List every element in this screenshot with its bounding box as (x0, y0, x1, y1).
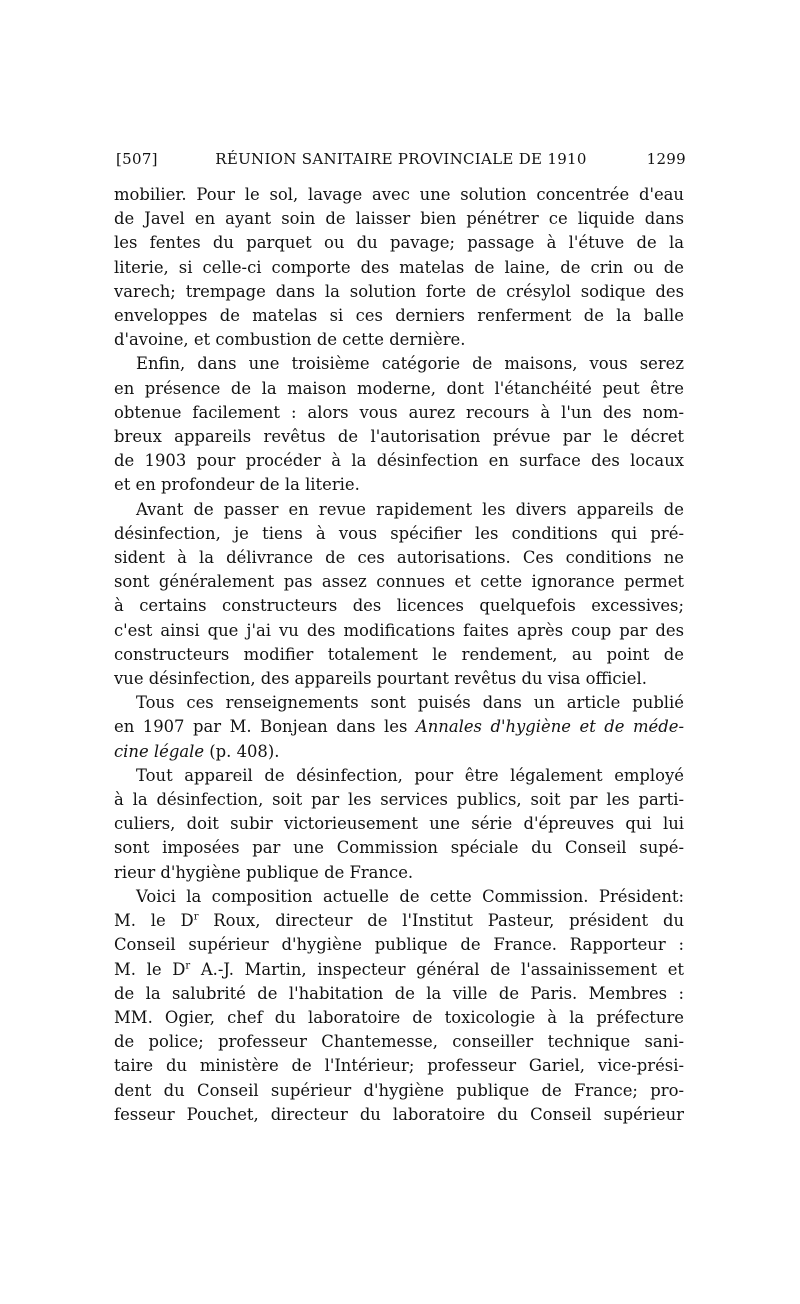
running-title: RÉUNION SANITAIRE PROVINCIALE DE 1910 (215, 150, 587, 168)
text-line: breux appareils revêtus de l'autorisation prévue par le décret (114, 427, 684, 447)
text-line: MM. Ogier, chef du laboratoire de toxicologie à la préfecture (114, 1007, 684, 1027)
text-line: culiers, doit subir victorieusement une série d'épreuves qui lui (114, 814, 684, 834)
text-line (114, 740, 684, 764)
journal-title-cont: cine légale (114, 741, 205, 761)
text-line: de Javel en ayant soin de laisser bien pénétrer ce liquide dans (114, 209, 684, 229)
text-line: rieur d'hygiène publique de France. (114, 862, 414, 882)
text-line: en présence de la maison moderne, dont l'étanchéité peut être (114, 378, 684, 398)
paragraph-6 (114, 885, 684, 1127)
text-line: de la salubrité de l'habitation de la ville de Paris. Membres : (114, 983, 684, 1003)
text-line: mobilier. Pour le sol, lavage avec une solution concentrée d'eau (114, 185, 684, 204)
journal-title: Annales d'hygiène et de méde- (415, 717, 684, 737)
text-line: à certains constructeurs des licences quelquefois excessives; (114, 596, 684, 616)
text-line: literie, si celle-ci comporte des matelas de laine, de crin ou de (114, 257, 684, 277)
text-line: enveloppes de matelas si ces derniers renferment de la balle (114, 306, 684, 326)
text-line: désinfection, je tiens à vous spécifier les conditions qui pré- (114, 523, 684, 543)
text-run: M. le D (114, 911, 194, 931)
text-line: sont généralement pas assez connues et cette ignorance permet (114, 572, 684, 592)
paragraph-1 (114, 183, 684, 352)
text-line: Enfin, dans une troisième catégorie de maisons, vous serez (136, 354, 684, 374)
text-line (114, 909, 684, 933)
text-line: les fentes du parquet ou du pavage; passage à l'étuve de la (114, 233, 684, 253)
paragraph-2 (114, 352, 684, 497)
text-line: dent du Conseil supérieur d'hygiène publique de France; pro- (114, 1080, 684, 1100)
text-line: de police; professeur Chantemesse, conseiller technique sani- (114, 1032, 684, 1052)
text-line (114, 958, 684, 982)
text-line: Voici la composition actuelle de cette Commission. Président: (136, 886, 684, 906)
text-run: M. le D (114, 959, 186, 979)
text-line: fesseur Pouchet, directeur du laboratoire du Conseil supérieur (114, 1104, 684, 1124)
text-line: de 1903 pour procéder à la désinfection en surface des locaux (114, 451, 684, 471)
text-line: vue désinfection, des appareils pourtant revêtus du visa officiel. (114, 669, 647, 689)
text-line: Avant de passer en revue rapidement les divers appareils de (136, 499, 684, 519)
text-line: à la désinfection, soit par les services publics, soit par les parti- (114, 790, 684, 810)
text-line: et en profondeur de la literie. (114, 475, 360, 495)
text-run: (p. 408). (204, 741, 280, 761)
text-run: en 1907 par M. Bonjean dans les (114, 717, 416, 737)
page-number: 1299 (646, 150, 686, 168)
text-line: Tous ces renseignements sont puisés dans un article publié (136, 693, 684, 713)
page-reference: [507] (116, 150, 158, 168)
text-line: Tout appareil de désinfection, pour être légalement employé (136, 765, 684, 785)
paragraph-4 (114, 691, 684, 764)
body-text (114, 183, 684, 1127)
text-line: c'est ainsi que j'ai vu des modifications faites après coup par des (114, 620, 684, 640)
paragraph-3 (114, 498, 684, 692)
superscript: r (185, 960, 191, 972)
text-line: taire du ministère de l'Intérieur; professeur Gariel, vice-prési- (114, 1056, 684, 1076)
text-line: constructeurs modifier totalement le rendement, au point de (114, 644, 684, 664)
text-run: A.-J. Martin, inspecteur général de l'assainissement et (190, 959, 684, 979)
paragraph-5 (114, 764, 684, 885)
text-line: sont imposées par une Commission spéciale du Conseil supé- (114, 838, 684, 858)
text-line: sident à la délivrance de ces autorisations. Ces conditions ne (114, 548, 684, 568)
text-run: Roux, directeur de l'Institut Pasteur, président du (198, 911, 684, 931)
text-line: Conseil supérieur d'hygiène publique de France. Rapporteur : (114, 935, 684, 955)
text-line: obtenue facilement : alors vous aurez recours à l'un des nom- (114, 402, 684, 422)
text-line: varech; trempage dans la solution forte de crésylol sodique des (114, 281, 684, 301)
text-line (114, 715, 684, 739)
superscript: r (193, 911, 199, 923)
running-head (116, 150, 686, 172)
text-line: d'avoine, et combustion de cette dernière. (114, 330, 466, 350)
